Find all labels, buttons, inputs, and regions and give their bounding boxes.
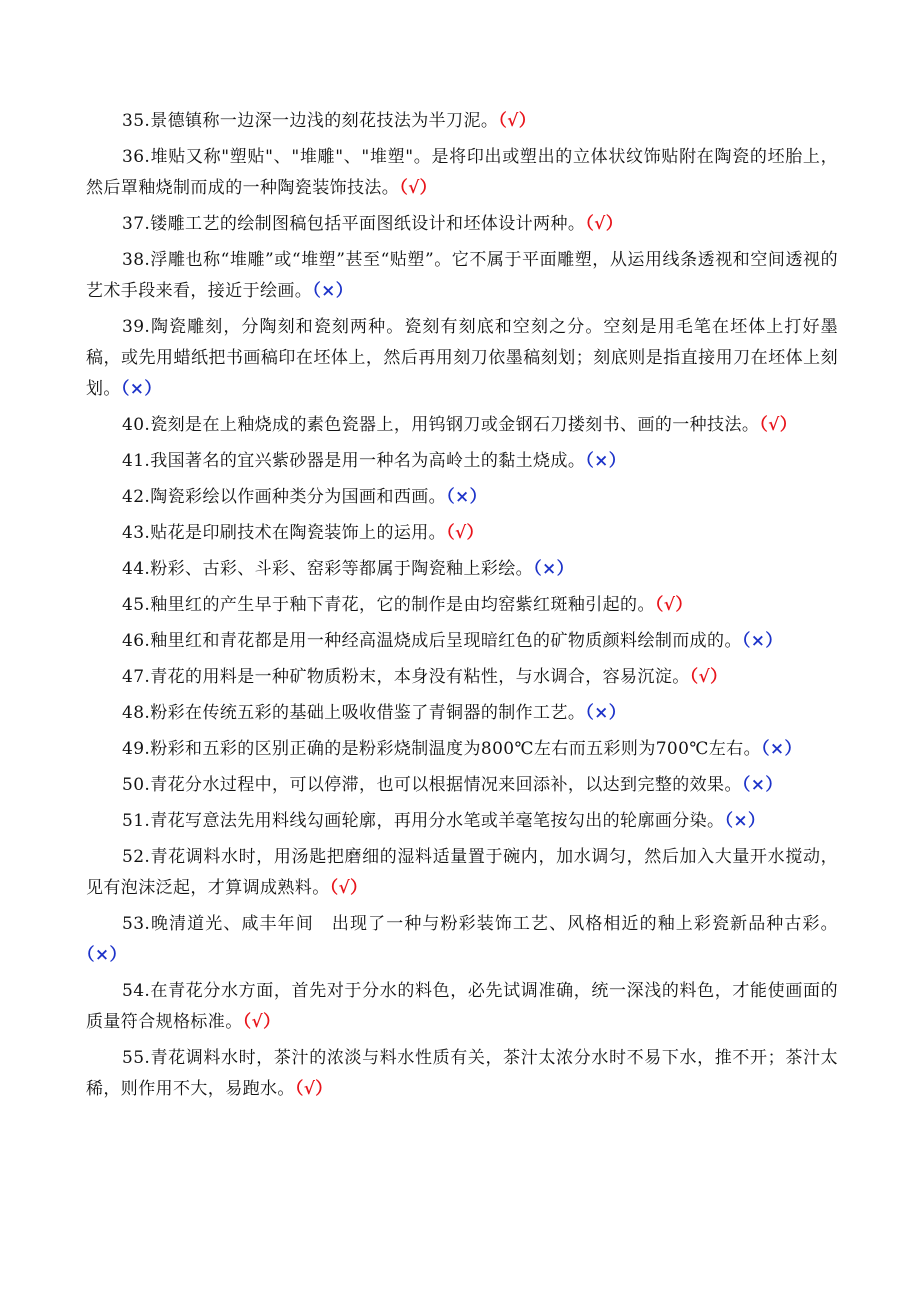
question-item (86, 909, 838, 971)
question-item (86, 698, 838, 729)
question-number: 42. (122, 487, 151, 507)
answer-mark: （√） (399, 178, 438, 198)
question-item (86, 734, 838, 765)
question-item (86, 142, 838, 204)
question-text: 釉里红的产生早于釉下青花，它的制作是由均窑紫红斑釉引起的。 (150, 595, 655, 615)
question-number: 45. (122, 595, 151, 615)
question-item (86, 410, 838, 441)
question-item (86, 209, 838, 240)
question-number: 55. (122, 1048, 151, 1068)
question-text: 我国著名的宜兴紫砂器是用一种名为高岭土的黏土烧成。 (150, 451, 586, 471)
question-number: 50. (122, 775, 151, 795)
answer-mark: （×） (86, 945, 127, 965)
answer-mark: （×） (446, 487, 488, 507)
question-number: 40. (122, 415, 151, 435)
question-item (86, 446, 838, 477)
answer-mark: （√） (585, 214, 624, 234)
answer-mark: （×） (760, 739, 802, 759)
question-number: 51. (122, 811, 151, 831)
question-item (86, 770, 838, 801)
question-item (86, 482, 838, 513)
question-text: 青花分水过程中，可以停滞，也可以根据情况来回添补，以达到完整的效果。 (150, 775, 742, 795)
question-item (86, 518, 838, 549)
question-text: 粉彩、古彩、斗彩、窑彩等都属于陶瓷釉上彩绘。 (150, 559, 534, 579)
question-text: 青花调料水时，茶汁的浓淡与料水性质有关，茶汁太浓分水时不易下水，推不开；茶汁太稀，则作用不大，易跑水。 (86, 1048, 838, 1099)
answer-mark: （√） (498, 111, 537, 131)
question-number: 53. (122, 914, 151, 934)
question-text: 青花调料水时，用汤匙把磨细的湿料适量置于碗内，加水调匀，然后加入大量开水搅动，见有泡沫泛起，才算调成熟料。 (86, 847, 838, 898)
question-item (86, 842, 838, 904)
answer-mark: （√） (654, 595, 693, 615)
question-text: 釉里红和青花都是用一种经高温烧成后呈现暗红色的矿物质颜料绘制而成的。 (150, 631, 742, 651)
question-item (86, 662, 838, 693)
answer-mark: （×） (533, 559, 575, 579)
question-number: 41. (122, 451, 151, 471)
question-item (86, 245, 838, 307)
answer-mark: （√） (242, 1012, 281, 1032)
question-item (86, 806, 838, 837)
question-text: 景德镇称一边深一边浅的刻花技法为半刀泥。 (150, 111, 499, 131)
answer-mark: （×） (585, 703, 627, 723)
answer-mark: （×） (120, 379, 162, 399)
question-number: 37. (122, 214, 151, 234)
question-text: 青花写意法先用料线勾画轮廓，再用分水笔或羊毫笔按勾出的轮廓画分染。 (150, 811, 725, 831)
question-item (86, 590, 838, 621)
question-text: 贴花是印刷技术在陶瓷装饰上的运用。 (150, 523, 447, 543)
question-text: 粉彩在传统五彩的基础上吸收借鉴了青铜器的制作工艺。 (150, 703, 586, 723)
answer-mark: （×） (585, 451, 627, 471)
question-text: 镂雕工艺的绘制图稿包括平面图纸设计和坯体设计两种。 (150, 214, 586, 234)
question-item (86, 1043, 838, 1105)
question-number: 52. (122, 847, 151, 867)
question-list (86, 106, 838, 1110)
question-text: 在青花分水方面，首先对于分水的料色，必先试调准确，统一深浅的料色，才能使画面的质量符合规格标准。 (86, 981, 838, 1032)
answer-mark: （×） (741, 631, 783, 651)
question-number: 46. (122, 631, 151, 651)
question-text: 青花的用料是一种矿物质粉末，本身没有粘性，与水调合，容易沉淀。 (150, 667, 690, 687)
question-item (86, 626, 838, 657)
answer-mark: （√） (689, 667, 728, 687)
question-number: 35. (122, 111, 151, 131)
question-item (86, 554, 838, 585)
question-text: 瓷刻是在上釉烧成的素色瓷器上，用钨钢刀或金钢石刀搂刻书、画的一种技法。 (150, 415, 760, 435)
question-number: 47. (122, 667, 151, 687)
question-text: 浮雕也称“堆雕”或“堆塑”甚至“贴塑”。它不属于平面雕塑，从运用线条透视和空间透视的艺术手段来看，接近于绘画。 (86, 250, 838, 301)
answer-mark: （√） (759, 415, 798, 435)
answer-mark: （×） (312, 281, 354, 301)
question-item (86, 312, 838, 405)
question-number: 38. (122, 250, 151, 270)
question-number: 36. (122, 147, 151, 167)
question-number: 48. (122, 703, 151, 723)
question-text: 陶瓷雕刻，分陶刻和瓷刻两种。瓷刻有刻底和空刻之分。空刻是用毛笔在坯体上打好墨稿，或先用蜡纸把书画稿印在坯体上，然后再用刻刀依墨稿刻划；刻底则是指直接用刀在坯体上刻划。 (86, 317, 838, 399)
answer-mark: （√） (446, 523, 484, 543)
question-number: 43. (122, 523, 151, 543)
question-item (86, 976, 838, 1038)
answer-mark: （×） (741, 775, 783, 795)
answer-mark: （×） (724, 811, 766, 831)
question-text: 堆贴又称"塑贴"、"堆雕"、"堆塑"。是将印出或塑出的立体状纹饰贴附在陶瓷的坯胎上，然后罩釉烧制而成的一种陶瓷装饰技法。 (86, 147, 838, 198)
question-text: 晚清道光、咸丰年间 出现了一种与粉彩装饰工艺、风格相近的釉上彩瓷新品种古彩。 (150, 914, 838, 934)
question-number: 54. (122, 981, 151, 1001)
question-text: 陶瓷彩绘以作画种类分为国画和西画。 (150, 487, 447, 507)
answer-mark: （√） (329, 878, 368, 898)
answer-mark: （√） (294, 1079, 333, 1099)
question-number: 44. (122, 559, 151, 579)
question-number: 49. (122, 739, 151, 759)
question-number: 39. (122, 317, 151, 337)
question-text: 粉彩和五彩的区别正确的是粉彩烧制温度为800℃左右而五彩则为700℃左右。 (150, 739, 761, 759)
question-item (86, 106, 838, 137)
